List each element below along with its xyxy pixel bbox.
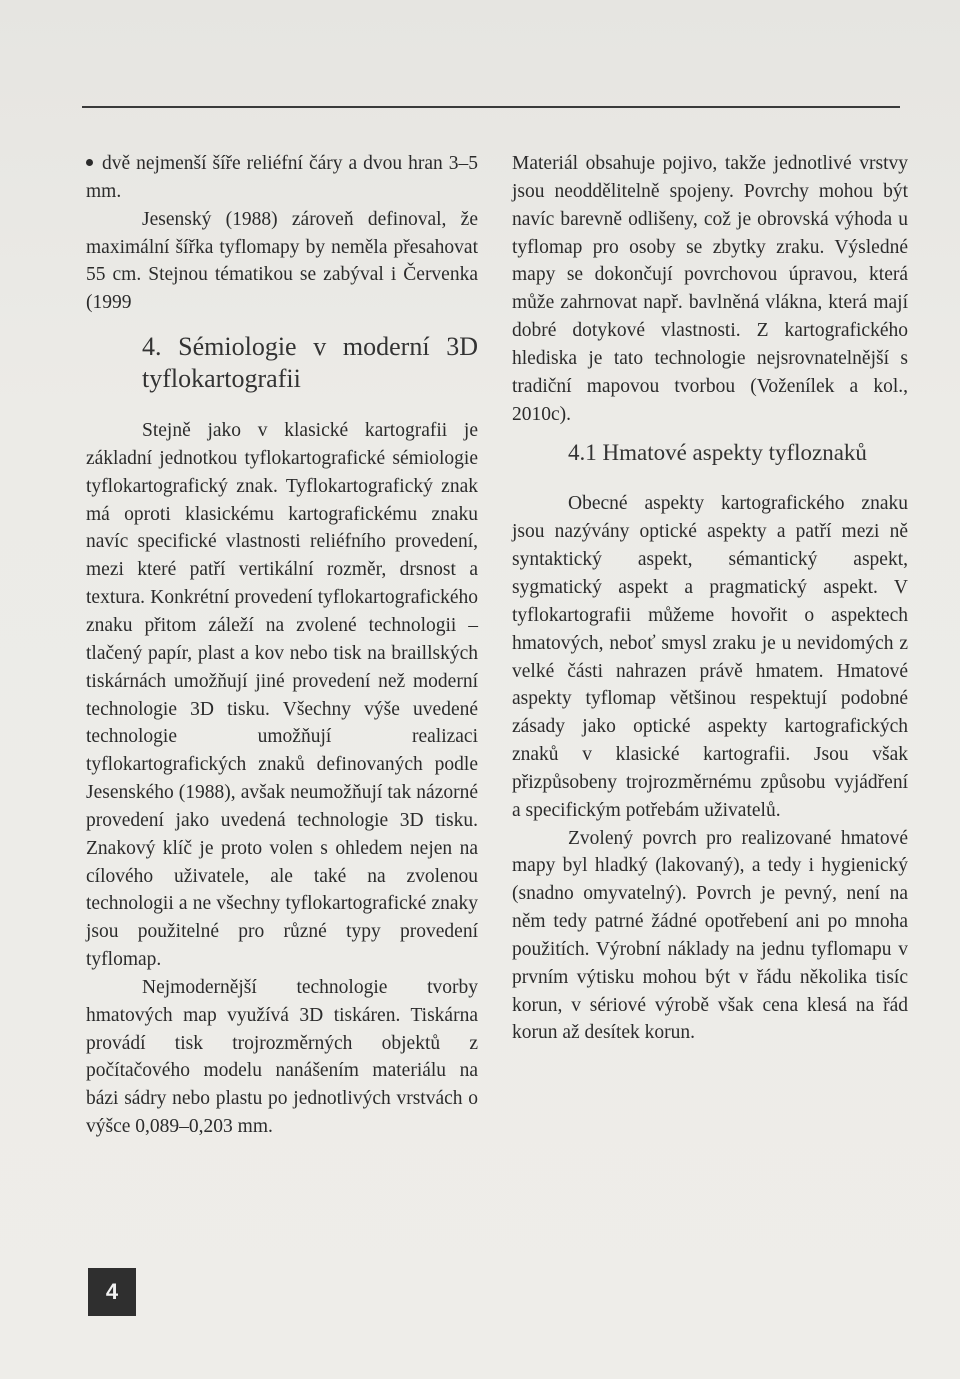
bullet-text: dvě nejmenší šíře reliéfní čáry a dvou hran 3–5 mm. [86, 153, 478, 202]
right-column [512, 150, 908, 1047]
bullet-item [86, 150, 478, 206]
subsection-heading: 4.1 Hmatové aspekty tyfloznaků [568, 440, 867, 466]
right-paragraph-1: Materiál obsahuje pojivo, takže jednotlivé vrstvy jsou neoddělitelně spojeny. Povrchy mohou být navíc barevně odlišeny, což je obrovská výhoda u tyflomap pro osoby se zbytky zraku. Výsledné mapy se dokončují povrchovou úpravou, která může zahrnovat např. bavlněná vlákna, která mají dobré dotykové vlastnosti. Z kartografického hlediska je tato technologie nejsrovnatelnější s tradiční mapovou tvorbou (Voženílek a kol., 2010c). [512, 153, 908, 425]
left-column [86, 150, 478, 1141]
right-paragraph-3: Zvolený povrch pro realizované hmatové mapy byl hladký (lakovaný), a tedy i hygienický (snadno omyvatelný). Povrch je pevný, není na něm tedy patrné žádné opotřebení ani po mnoha použitích. Výrobní náklady na jednu tyflomapu v prvním výtisku mohou být v řádu několika tisíc korun, v sériové výrobě však cena klesá na řád korun až desítek korun. [512, 827, 908, 1044]
left-paragraph-3: Nejmodernější technologie tvorby hmatových map využívá 3D tiskáren. Tiskárna provádí tisk trojrozměrných objektů z počítačového modelu nanášením materiálu na bázi sádry nebo plastu po jednotlivých vrstvách o výšce 0,089–0,203 mm. [86, 976, 478, 1138]
right-paragraph-2: Obecné aspekty kartografického znaku jsou nazývány optické aspekty a patří mezi ně syntaktický aspekt, sémantický aspekt, sygmatický aspekt a pragmatický aspekt. V tyflokartografii můžeme hovořit o aspektech hmatových, neboť smysl zraku je u nevidomých z velké části nahrazen právě hmatem. Hmatové aspekty tyflomap většinou respektují podobné zásady jako optické aspekty kartografických znaků v klasické kartografii. Jsou však přizpůsobeny trojrozměrnému způsobu vyjádření a specifickým potřebám uživatelů. [512, 493, 908, 821]
bullet-icon [86, 159, 93, 166]
left-paragraph-2: Stejně jako v klasické kartografii je základní jednotkou tyflokartografické sémiologie tyflokartografický znak. Tyflokartografický znak má oproti klasickému kartografickému znaku navíc specifické vlastnosti reliéfního provedení, mezi které patří vertikální rozměr, drsnost a textura. Konkrétní provedení tyflokartografického znaku přitom záleží na zvolené technologii – tlačený papír, plast a kov nebo tisk na braillských tiskárnách umožňují jiné provedení než moderní technologie 3D tisku. Všechny výše uvedené technologie umožňují realizaci tyflokartografických znaků definovaných podle Jesenského (1988), avšak neumožňují tak názorné provedení jako uvedená technologie 3D tisku. Znakový klíč je proto volen s ohledem nejen na cílového uživatele, ale také na zvolenou technologii a ne všechny tyflokartografické znaky jsou použitelné pro různé typy provedení tyflomap. [86, 420, 478, 971]
section-heading: 4. Sémiologie v moderní 3D tyflokartografii [142, 332, 478, 394]
page-number: 4 [88, 1268, 136, 1316]
header-rule [82, 106, 900, 108]
left-paragraph-1: Jesenský (1988) zároveň definoval, že maximální šířka tyflomapy by neměla přesahovat 55 cm. Stejnou tématikou se zabýval i Červenka (1999 [86, 208, 478, 314]
